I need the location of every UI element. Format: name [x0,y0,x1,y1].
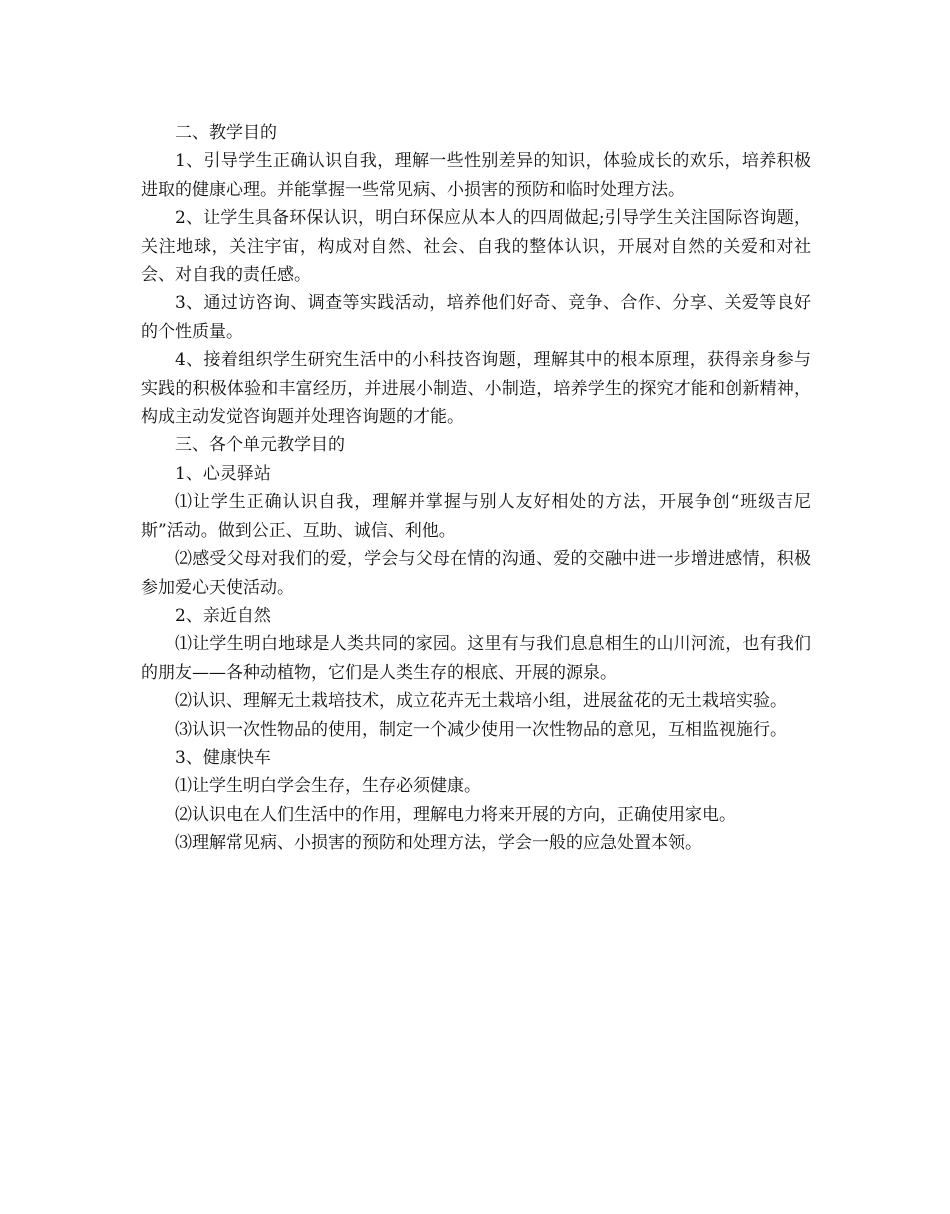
list-item: ⑶认识一次性物品的使用，制定一个减少使用一次性物品的意见，互相监视施行。 [175,719,787,740]
paragraph: 1、引导学生正确认识自我，理解一些性别差异的知识，体验成长的欢乐，培养积极进取的健康心理。并能掌握一些常见病、小损害的预防和临时处理方法。 [141,151,811,200]
list-item: ⑴让学生明白地球是人类共同的家园。这里有与我们息息相生的山川河流，也有我们的朋友——各种动植物，它们是人类生存的根底、开展的源泉。 [141,634,811,683]
subsection-heading: 2、亲近自然 [175,605,271,626]
list-item: ⑴让学生正确认识自我，理解并掌握与别人友好相处的方法，开展争创“班级吉尼斯”活动。做到公正、互助、诚信、利他。 [141,492,811,541]
list-item: ⑵认识、理解无土栽培技术，成立花卉无土栽培小组，进展盆花的无土栽培实验。 [175,691,787,712]
subsection-heading: 1、心灵驿站 [175,463,271,484]
subsection-heading: 3、健康快车 [175,747,271,768]
paragraph: 2、让学生具备环保认识，明白环保应从本人的四周做起;引导学生关注国际咨询题，关注地球，关注宇宙，构成对自然、社会、自我的整体认识，开展对自然的关爱和对社会、对自我的责任感。 [141,208,811,286]
list-item: ⑶理解常见病、小损害的预防和处理方法，学会一般的应急处置本领。 [175,833,702,854]
paragraph: 3、通过访咨询、调查等实践活动，培养他们好奇、竞争、合作、分享、关爱等良好的个性质量。 [141,293,811,342]
list-item: ⑵认识电在人们生活中的作用，理解电力将来开展的方向，正确使用家电。 [175,804,736,825]
list-item: ⑵感受父母对我们的爱，学会与父母在情的沟通、爱的交融中进一步增进感情，积极参加爱心天使活动。 [141,549,811,598]
list-item: ⑴让学生明白学会生存，生存必须健康。 [175,776,481,797]
paragraph: 4、接着组织学生研究生活中的小科技咨询题，理解其中的根本原理，获得亲身参与实践的积极体验和丰富经历，并进展小制造、小制造，培养学生的探究才能和创新精神，构成主动发觉咨询题并处理咨询题的才能。 [141,350,811,428]
document-body [141,119,811,858]
section-heading: 三、各个单元教学目的 [175,435,345,456]
section-heading: 二、教学目的 [175,123,277,143]
